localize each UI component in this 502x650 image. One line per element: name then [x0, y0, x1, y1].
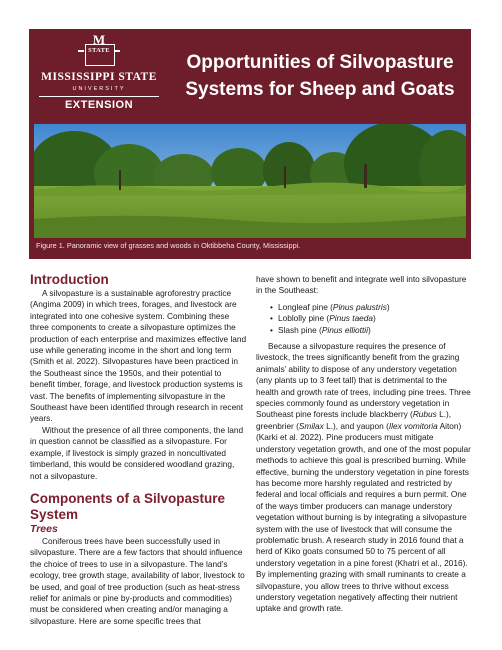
msu-extension-logo: [29, 29, 169, 121]
list-item: • Longleaf pine (Pinus palustris): [256, 302, 471, 313]
university-subtitle: UNIVERSITY: [72, 86, 126, 92]
university-name: MISSISSIPPI STATE: [41, 71, 157, 83]
logo-divider: [39, 96, 159, 97]
introduction-heading: Introduction: [30, 272, 109, 287]
title-line-2: Systems for Sheep and Goats: [185, 79, 455, 100]
msu-seal-icon: M STATE: [81, 34, 117, 68]
seal-text: STATE: [88, 47, 110, 54]
trees-paragraph: Coniferous trees have been successfully used in silvopasture. There are a few factors that should influence the choice of trees to use in a silvopasture. The land’s ecology, tree growth stage, availability of labor, livestock to be used, and goal of tree production (such as heat-stress relief for animals or pine by-products and commodities) must be considered when creating and/or managing a silvopasture. Here are some specific trees that: [30, 535, 245, 626]
left-column: [30, 272, 248, 627]
extension-label: EXTENSION: [64, 99, 134, 111]
intro-paragraph-2: Without the presence of all three components, the land in question cannot be classified as a silvopasture. For example, if livestock is simply grazed in noncultivated timberland, this would be considered woodland grazing, not a silvopasture.: [30, 424, 244, 481]
list-item: • Loblolly pine (Pinus taeda): [256, 313, 471, 324]
understory-paragraph: Because a silvopasture requires the presence of livestock, the trees significantly benefit from the grazing animals’ ability to dispose of any understory vegetation (any plants up to 3 feet tall) that is detrimental to the health and growth rate of trees, including pine trees. Three species commonly found as understory vegetation in Southeast pine forests include blackberry (Rubus L.), greenbrier (Smilax L.), and yaupon (Ilex vomitoria Aiton) (Karki et al. 2022). Pine producers must mitigate understory vegetation growth, and one of the most popular methods to achieve this goal is prescribed burning. While effective, burning the understory vegetation in pine forests has become more harshly regulated and restricted by federal and local officials and requires a burn permit. One of the ways timber producers can manage understory vegetation without burning is by integrating a silvopasture system with the use of livestock that will consume the problematic brush. A research study in 2016 found that a herd of Kiko goats consumed 50 to 75 percent of all understory vegetation in a pine forest (Khatri et al., 2016). By implementing grazing with small ruminants to create a silvopasture, you allow trees to thrive without excess understory vegetation negatively affecting their nutrient uptake and growth rate.: [256, 341, 471, 614]
list-item: • Slash pine (Pinus elliottii): [256, 325, 471, 336]
continued-paragraph: have shown to benefit and integrate well into silvopasture in the Southeast:: [256, 274, 467, 296]
figure-caption: Figure 1. Panoramic view of grasses and woods in Oktibbeha County, Mississippi.: [36, 241, 301, 250]
components-heading: Components of a Silvopasture System: [30, 490, 226, 522]
page-title: [175, 49, 465, 103]
intro-paragraph-1: A silvopasture is a sustainable agroforestry practice (Angima 2009) in which trees, forages, and livestock are integrated into one cohesive system. Combining these three components to create a silvopasture optimizes the production of each enterprise and maximizes effective land use while generating income in the short and long term (Smith et al. 2022). Silvopastures have been practiced in the Southeast since the 1950s, and their potential to benefit timber, forage, and livestock production systems is vast. The benefits of implementing silvopasture in the Southeast have been identified through research in recent years.: [30, 288, 247, 424]
title-line-1: Opportunities of Silvopasture: [186, 52, 454, 73]
right-column: [256, 274, 471, 615]
trees-heading: Trees: [30, 522, 58, 535]
tree-list: [256, 302, 471, 336]
panoramic-photo: [34, 124, 466, 238]
